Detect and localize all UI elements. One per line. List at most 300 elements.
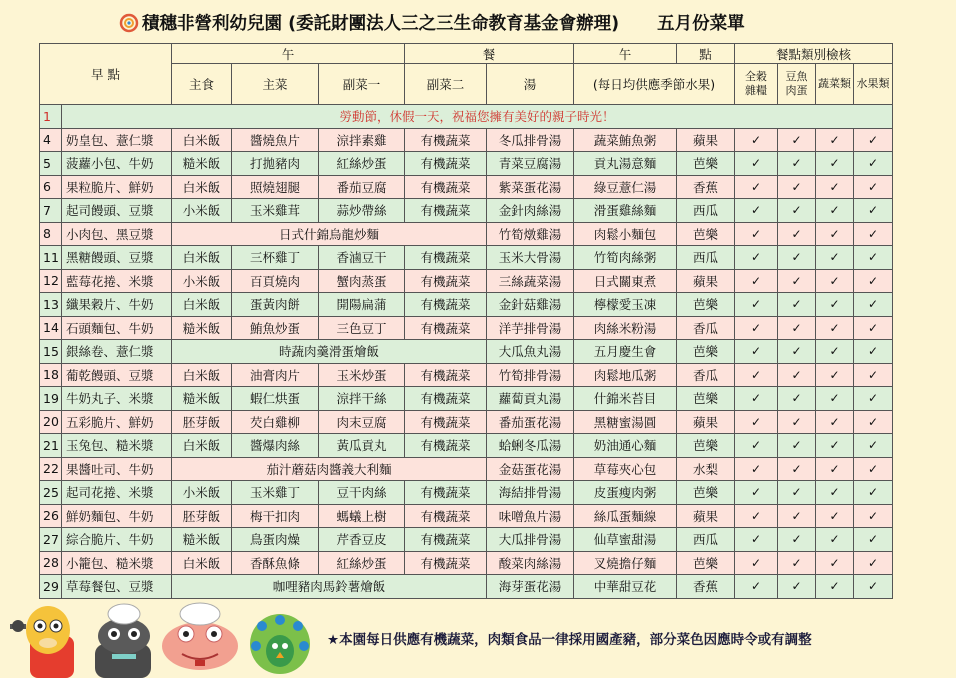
breakfast-cell: 草莓餐包、豆漿 xyxy=(62,575,172,599)
side-dish-1-cell: 芹香豆皮 xyxy=(319,528,405,552)
lunch-header-left: 午 xyxy=(172,44,405,64)
check-mark-cell: ✓ xyxy=(816,222,854,246)
check-mark-cell: ✓ xyxy=(816,457,854,481)
side-dish-1-cell: 螞蟻上樹 xyxy=(319,504,405,528)
main-dish-cell: 照燒翅腿 xyxy=(232,175,319,199)
main-dish-cell: 醬燒魚片 xyxy=(232,128,319,152)
page-title xyxy=(118,8,745,36)
check-mark-cell: ✓ xyxy=(854,410,893,434)
side-dish-2-cell: 有機蔬菜 xyxy=(405,175,487,199)
footer-note: ★本園每日供應有機蔬菜，肉類食品一律採用國產豬，部分菜色因應時令或有調整 xyxy=(327,632,812,648)
check-mark-cell: ✓ xyxy=(854,434,893,458)
fruit-cell: 蘋果 xyxy=(677,504,735,528)
check-mark-cell: ✓ xyxy=(854,551,893,575)
check-mark-cell: ✓ xyxy=(735,410,778,434)
breakfast-cell: 玉兔包、糙米漿 xyxy=(62,434,172,458)
main-dish-cell: 玉米雞丁 xyxy=(232,481,319,505)
side-dish-2-cell: 有機蔬菜 xyxy=(405,504,487,528)
side-dish-2-cell: 有機蔬菜 xyxy=(405,387,487,411)
soup-cell: 蘿蔔貢丸湯 xyxy=(487,387,574,411)
check-mark-cell: ✓ xyxy=(778,434,816,458)
check-mark-cell: ✓ xyxy=(816,504,854,528)
table-row xyxy=(40,128,893,152)
fruit-cell: 芭樂 xyxy=(677,434,735,458)
menu-table xyxy=(39,43,893,599)
check-mark-cell: ✓ xyxy=(816,410,854,434)
staple-cell: 白米飯 xyxy=(172,128,232,152)
check-mark-cell: ✓ xyxy=(816,387,854,411)
side-dish-1-cell: 開陽扁蒲 xyxy=(319,293,405,317)
staple-cell: 糙米飯 xyxy=(172,316,232,340)
day-cell: 12 xyxy=(40,269,62,293)
table-row xyxy=(40,457,893,481)
table-row xyxy=(40,246,893,270)
check-mark-cell: ✓ xyxy=(778,410,816,434)
side-dish-2-cell: 有機蔬菜 xyxy=(405,293,487,317)
main-dish-cell: 蝦仁烘蛋 xyxy=(232,387,319,411)
check-mark-cell: ✓ xyxy=(816,575,854,599)
check-mark-cell: ✓ xyxy=(854,457,893,481)
day-cell: 6 xyxy=(40,175,62,199)
side-dish-2-cell: 有機蔬菜 xyxy=(405,410,487,434)
check-mark-cell: ✓ xyxy=(854,199,893,223)
check-mark-cell: ✓ xyxy=(854,340,893,364)
check-mark-cell: ✓ xyxy=(816,269,854,293)
check-mark-cell: ✓ xyxy=(735,316,778,340)
check-mark-cell: ✓ xyxy=(854,175,893,199)
check-mark-cell: ✓ xyxy=(816,246,854,270)
check-mark-cell: ✓ xyxy=(778,551,816,575)
table-row xyxy=(40,481,893,505)
side-dish-2-cell: 有機蔬菜 xyxy=(405,481,487,505)
school-name: 積穗非營利幼兒園 (委託財團法人三之三生命教育基金會辦理) xyxy=(142,13,620,34)
snack-cell: 絲瓜蛋麵線 xyxy=(574,504,677,528)
cat-chef-mascot-icon xyxy=(95,604,151,678)
check-mark-cell: ✓ xyxy=(735,128,778,152)
check-mark-cell: ✓ xyxy=(735,340,778,364)
check-mark-cell: ✓ xyxy=(816,128,854,152)
day-cell: 27 xyxy=(40,528,62,552)
side-dish-2-cell: 有機蔬菜 xyxy=(405,434,487,458)
staple-cell: 白米飯 xyxy=(172,246,232,270)
table-row xyxy=(40,551,893,575)
side-dish-1-cell: 豆干肉絲 xyxy=(319,481,405,505)
breakfast-cell: 石頭麵包、牛奶 xyxy=(62,316,172,340)
soup-cell: 金針菇雞湯 xyxy=(487,293,574,317)
check-mark-cell: ✓ xyxy=(816,481,854,505)
side-dish-1-cell: 涼拌干絲 xyxy=(319,387,405,411)
breakfast-cell: 葡乾饅頭、豆漿 xyxy=(62,363,172,387)
breakfast-cell: 起司花捲、米漿 xyxy=(62,481,172,505)
check-mark-cell: ✓ xyxy=(816,363,854,387)
table-header xyxy=(40,44,893,105)
check-mark-cell: ✓ xyxy=(816,316,854,340)
fruit-cell: 西瓜 xyxy=(677,528,735,552)
snack-cell: 肉鬆小麵包 xyxy=(574,222,677,246)
snack-cell: 奶油通心麵 xyxy=(574,434,677,458)
main-dish-cell: 鮪魚炒蛋 xyxy=(232,316,319,340)
check-mark-cell: ✓ xyxy=(735,152,778,176)
side-dish-2-cell: 有機蔬菜 xyxy=(405,551,487,575)
fruit-cell: 芭樂 xyxy=(677,481,735,505)
day-cell: 18 xyxy=(40,363,62,387)
table-row xyxy=(40,387,893,411)
check-mark-cell: ✓ xyxy=(778,575,816,599)
check-mark-cell: ✓ xyxy=(735,551,778,575)
side-dish-2-cell: 有機蔬菜 xyxy=(405,246,487,270)
soup-cell: 大瓜魚丸湯 xyxy=(487,340,574,364)
snack-cell: 蔬菜鮪魚粥 xyxy=(574,128,677,152)
breakfast-cell: 果醬吐司、牛奶 xyxy=(62,457,172,481)
fruit-cell: 蘋果 xyxy=(677,128,735,152)
breakfast-cell: 奶皇包、薏仁漿 xyxy=(62,128,172,152)
check-mark-cell: ✓ xyxy=(778,222,816,246)
breakfast-cell: 藍莓花捲、米漿 xyxy=(62,269,172,293)
table-row xyxy=(40,340,893,364)
breakfast-cell: 銀絲卷、薏仁漿 xyxy=(62,340,172,364)
soup-cell: 洋芋排骨湯 xyxy=(487,316,574,340)
check-mark-cell: ✓ xyxy=(816,175,854,199)
day-cell: 20 xyxy=(40,410,62,434)
day-cell: 14 xyxy=(40,316,62,340)
main-dish-cell: 梅干扣肉 xyxy=(232,504,319,528)
check-mark-cell: ✓ xyxy=(778,152,816,176)
col-staple: 主食 xyxy=(172,64,232,105)
snack-cell: 肉絲米粉湯 xyxy=(574,316,677,340)
check-mark-cell: ✓ xyxy=(854,293,893,317)
staple-cell: 白米飯 xyxy=(172,175,232,199)
check-mark-cell: ✓ xyxy=(735,457,778,481)
check-mark-cell: ✓ xyxy=(854,387,893,411)
check-mark-cell: ✓ xyxy=(854,269,893,293)
day-cell: 11 xyxy=(40,246,62,270)
fruit-cell: 芭樂 xyxy=(677,293,735,317)
snack-cell: 檸檬愛玉凍 xyxy=(574,293,677,317)
fruit-cell: 西瓜 xyxy=(677,199,735,223)
soup-cell: 海結排骨湯 xyxy=(487,481,574,505)
staple-cell: 胚芽飯 xyxy=(172,504,232,528)
lunch-header-right: 餐 xyxy=(405,44,574,64)
table-row xyxy=(40,222,893,246)
day-cell: 1 xyxy=(40,105,62,129)
soup-cell: 紫菜蛋花湯 xyxy=(487,175,574,199)
check-mark-cell: ✓ xyxy=(735,387,778,411)
side-dish-1-cell: 紅絲炒蛋 xyxy=(319,551,405,575)
logo-icon xyxy=(118,11,140,33)
side-dish-2-cell: 有機蔬菜 xyxy=(405,269,487,293)
col-soup: 湯 xyxy=(487,64,574,105)
fruit-cell: 芭樂 xyxy=(677,551,735,575)
holiday-message: 勞動節，休假一天，祝福您擁有美好的親子時光！ xyxy=(62,105,893,129)
fruit-cell: 蘋果 xyxy=(677,269,735,293)
check-mark-cell: ✓ xyxy=(816,434,854,458)
staple-cell: 白米飯 xyxy=(172,293,232,317)
check-mark-cell: ✓ xyxy=(735,293,778,317)
breakfast-cell: 菠蘿小包、牛奶 xyxy=(62,152,172,176)
col-fruit: 水果類 xyxy=(854,64,893,105)
frog-chef-mascot-icon xyxy=(162,603,238,670)
side-dish-1-cell: 肉末豆腐 xyxy=(319,410,405,434)
breakfast-cell: 纖果穀片、牛奶 xyxy=(62,293,172,317)
snack-cell: 竹筍肉絲粥 xyxy=(574,246,677,270)
check-mark-cell: ✓ xyxy=(735,528,778,552)
soup-cell: 竹筍排骨湯 xyxy=(487,363,574,387)
table-row-holiday xyxy=(40,105,893,129)
fruit-cell: 芭樂 xyxy=(677,222,735,246)
combined-lunch-cell: 咖哩豬肉馬鈴薯燴飯 xyxy=(172,575,487,599)
check-mark-cell: ✓ xyxy=(816,528,854,552)
table-row xyxy=(40,293,893,317)
side-dish-2-cell: 有機蔬菜 xyxy=(405,199,487,223)
side-dish-2-cell: 有機蔬菜 xyxy=(405,528,487,552)
combined-lunch-cell: 茄汁蘑菇肉醬義大利麵 xyxy=(172,457,487,481)
check-mark-cell: ✓ xyxy=(854,316,893,340)
fruit-cell: 香瓜 xyxy=(677,316,735,340)
snack-cell: 貢丸湯意麵 xyxy=(574,152,677,176)
day-cell: 15 xyxy=(40,340,62,364)
check-mark-cell: ✓ xyxy=(854,128,893,152)
fruit-cell: 香瓜 xyxy=(677,363,735,387)
check-mark-cell: ✓ xyxy=(778,340,816,364)
main-dish-cell: 蛋黃肉餅 xyxy=(232,293,319,317)
table-row xyxy=(40,363,893,387)
side-dish-2-cell: 有機蔬菜 xyxy=(405,363,487,387)
check-mark-cell: ✓ xyxy=(735,222,778,246)
check-header: 餐點類別檢核 xyxy=(735,44,893,64)
breakfast-cell: 鮮奶麵包、牛奶 xyxy=(62,504,172,528)
check-mark-cell: ✓ xyxy=(735,575,778,599)
side-dish-2-cell: 有機蔬菜 xyxy=(405,316,487,340)
fruit-cell: 蘋果 xyxy=(677,410,735,434)
main-dish-cell: 芡白雞柳 xyxy=(232,410,319,434)
breakfast-cell: 黑糖饅頭、豆漿 xyxy=(62,246,172,270)
side-dish-2-cell: 有機蔬菜 xyxy=(405,152,487,176)
col-side1: 副菜一 xyxy=(319,64,405,105)
breakfast-cell: 果粒脆片、鮮奶 xyxy=(62,175,172,199)
snack-cell: 日式關東煮 xyxy=(574,269,677,293)
check-mark-cell: ✓ xyxy=(778,199,816,223)
day-cell: 4 xyxy=(40,128,62,152)
menu-month: 五月份菜單 xyxy=(657,13,745,34)
day-cell: 21 xyxy=(40,434,62,458)
side-dish-1-cell: 玉米炒蛋 xyxy=(319,363,405,387)
soup-cell: 酸菜肉絲湯 xyxy=(487,551,574,575)
check-mark-cell: ✓ xyxy=(854,222,893,246)
side-dish-1-cell: 黃瓜貢丸 xyxy=(319,434,405,458)
staple-cell: 糙米飯 xyxy=(172,387,232,411)
check-mark-cell: ✓ xyxy=(735,434,778,458)
soup-cell: 番茄蛋花湯 xyxy=(487,410,574,434)
side-dish-1-cell: 蒜炒帶絲 xyxy=(319,199,405,223)
day-cell: 7 xyxy=(40,199,62,223)
check-mark-cell: ✓ xyxy=(778,528,816,552)
fruit-cell: 香蕉 xyxy=(677,175,735,199)
check-mark-cell: ✓ xyxy=(735,504,778,528)
table-row xyxy=(40,175,893,199)
check-mark-cell: ✓ xyxy=(816,340,854,364)
giraffe-mascot-icon xyxy=(10,606,74,678)
table-body xyxy=(40,105,893,599)
table-row xyxy=(40,528,893,552)
check-mark-cell: ✓ xyxy=(816,152,854,176)
staple-cell: 白米飯 xyxy=(172,434,232,458)
mascot-illustration xyxy=(0,596,330,678)
day-cell: 25 xyxy=(40,481,62,505)
soup-cell: 蛤蜊冬瓜湯 xyxy=(487,434,574,458)
soup-cell: 味噌魚片湯 xyxy=(487,504,574,528)
staple-cell: 白米飯 xyxy=(172,363,232,387)
day-cell: 19 xyxy=(40,387,62,411)
table-row xyxy=(40,269,893,293)
staple-cell: 小米飯 xyxy=(172,199,232,223)
main-dish-cell: 鳥蛋肉燥 xyxy=(232,528,319,552)
fruit-cell: 香蕉 xyxy=(677,575,735,599)
table-row xyxy=(40,152,893,176)
combined-lunch-cell: 日式什錦烏龍炒麵 xyxy=(172,222,487,246)
day-cell: 29 xyxy=(40,575,62,599)
check-mark-cell: ✓ xyxy=(778,293,816,317)
staple-cell: 小米飯 xyxy=(172,269,232,293)
snack-cell: 什錦米苔目 xyxy=(574,387,677,411)
side-dish-1-cell: 三色豆丁 xyxy=(319,316,405,340)
snack-header-left: 午 xyxy=(574,44,677,64)
check-mark-cell: ✓ xyxy=(735,199,778,223)
check-mark-cell: ✓ xyxy=(778,128,816,152)
peacock-mascot-icon xyxy=(250,614,310,674)
snack-cell: 皮蛋瘦肉粥 xyxy=(574,481,677,505)
col-side2: 副菜二 xyxy=(405,64,487,105)
table-row xyxy=(40,575,893,599)
day-cell: 26 xyxy=(40,504,62,528)
check-mark-cell: ✓ xyxy=(778,363,816,387)
staple-cell: 胚芽飯 xyxy=(172,410,232,434)
check-mark-cell: ✓ xyxy=(854,363,893,387)
breakfast-cell: 起司饅頭、豆漿 xyxy=(62,199,172,223)
fruit-cell: 芭樂 xyxy=(677,340,735,364)
check-mark-cell: ✓ xyxy=(735,481,778,505)
side-dish-1-cell: 香滷豆干 xyxy=(319,246,405,270)
check-mark-cell: ✓ xyxy=(816,199,854,223)
soup-cell: 三絲蔬菜湯 xyxy=(487,269,574,293)
col-main: 主菜 xyxy=(232,64,319,105)
check-mark-cell: ✓ xyxy=(854,504,893,528)
breakfast-header: 早 點 xyxy=(40,44,172,105)
staple-cell: 糙米飯 xyxy=(172,528,232,552)
day-cell: 5 xyxy=(40,152,62,176)
breakfast-cell: 小籠包、糙米漿 xyxy=(62,551,172,575)
snack-cell: 五月慶生會 xyxy=(574,340,677,364)
check-mark-cell: ✓ xyxy=(778,481,816,505)
check-mark-cell: ✓ xyxy=(735,246,778,270)
soup-cell: 青菜豆腐湯 xyxy=(487,152,574,176)
table-row xyxy=(40,410,893,434)
check-mark-cell: ✓ xyxy=(854,481,893,505)
main-dish-cell: 百頁燒肉 xyxy=(232,269,319,293)
table-row xyxy=(40,434,893,458)
fruit-cell: 芭樂 xyxy=(677,387,735,411)
snack-cell: 叉燒擔仔麵 xyxy=(574,551,677,575)
side-dish-1-cell: 蟹肉蒸蛋 xyxy=(319,269,405,293)
snack-cell: 草莓夾心包 xyxy=(574,457,677,481)
fruit-cell: 水梨 xyxy=(677,457,735,481)
check-mark-cell: ✓ xyxy=(778,269,816,293)
check-mark-cell: ✓ xyxy=(816,293,854,317)
breakfast-cell: 五彩脆片、鮮奶 xyxy=(62,410,172,434)
main-dish-cell: 三杯雞丁 xyxy=(232,246,319,270)
col-protein: 豆魚 肉蛋 xyxy=(778,64,816,105)
soup-cell: 竹筍燉雞湯 xyxy=(487,222,574,246)
staple-cell: 糙米飯 xyxy=(172,152,232,176)
col-vegetables: 蔬菜類 xyxy=(816,64,854,105)
side-dish-1-cell: 紅絲炒蛋 xyxy=(319,152,405,176)
main-dish-cell: 醬爆肉絲 xyxy=(232,434,319,458)
check-mark-cell: ✓ xyxy=(854,246,893,270)
snack-cell: 滑蛋雞絲麵 xyxy=(574,199,677,223)
snack-cell: 仙草蜜甜湯 xyxy=(574,528,677,552)
snack-cell: 肉鬆地瓜粥 xyxy=(574,363,677,387)
col-grains: 全穀 雜糧 xyxy=(735,64,778,105)
main-dish-cell: 油膏肉片 xyxy=(232,363,319,387)
snack-cell: 綠豆薏仁湯 xyxy=(574,175,677,199)
soup-cell: 金針肉絲湯 xyxy=(487,199,574,223)
soup-cell: 冬瓜排骨湯 xyxy=(487,128,574,152)
snack-header-right: 點 xyxy=(677,44,735,64)
breakfast-cell: 牛奶丸子、米漿 xyxy=(62,387,172,411)
day-cell: 28 xyxy=(40,551,62,575)
fruit-cell: 西瓜 xyxy=(677,246,735,270)
soup-cell: 金菇蛋花湯 xyxy=(487,457,574,481)
soup-cell: 玉米大骨湯 xyxy=(487,246,574,270)
check-mark-cell: ✓ xyxy=(854,575,893,599)
fruit-cell: 芭樂 xyxy=(677,152,735,176)
check-mark-cell: ✓ xyxy=(778,457,816,481)
check-mark-cell: ✓ xyxy=(735,175,778,199)
table-row xyxy=(40,504,893,528)
table-row xyxy=(40,316,893,340)
main-dish-cell: 香酥魚條 xyxy=(232,551,319,575)
check-mark-cell: ✓ xyxy=(778,175,816,199)
check-mark-cell: ✓ xyxy=(778,316,816,340)
soup-cell: 海芽蛋花湯 xyxy=(487,575,574,599)
staple-cell: 小米飯 xyxy=(172,481,232,505)
combined-lunch-cell: 時蔬肉羹滑蛋燴飯 xyxy=(172,340,487,364)
main-dish-cell: 打拋豬肉 xyxy=(232,152,319,176)
day-cell: 8 xyxy=(40,222,62,246)
breakfast-cell: 綜合脆片、牛奶 xyxy=(62,528,172,552)
side-dish-1-cell: 番茄豆腐 xyxy=(319,175,405,199)
day-cell: 13 xyxy=(40,293,62,317)
check-mark-cell: ✓ xyxy=(854,152,893,176)
snack-cell: 黑糖蜜湯圓 xyxy=(574,410,677,434)
check-mark-cell: ✓ xyxy=(816,551,854,575)
check-mark-cell: ✓ xyxy=(735,269,778,293)
check-mark-cell: ✓ xyxy=(735,363,778,387)
table-row xyxy=(40,199,893,223)
breakfast-cell: 小肉包、黑豆漿 xyxy=(62,222,172,246)
check-mark-cell: ✓ xyxy=(778,504,816,528)
day-cell: 22 xyxy=(40,457,62,481)
side-dish-2-cell: 有機蔬菜 xyxy=(405,128,487,152)
soup-cell: 大瓜排骨湯 xyxy=(487,528,574,552)
check-mark-cell: ✓ xyxy=(778,387,816,411)
check-mark-cell: ✓ xyxy=(854,528,893,552)
main-dish-cell: 玉米雞茸 xyxy=(232,199,319,223)
side-dish-1-cell: 涼拌素雞 xyxy=(319,128,405,152)
col-snack: (每日均供應季節水果) xyxy=(574,64,735,105)
staple-cell: 白米飯 xyxy=(172,551,232,575)
snack-cell: 中華甜豆花 xyxy=(574,575,677,599)
check-mark-cell: ✓ xyxy=(778,246,816,270)
